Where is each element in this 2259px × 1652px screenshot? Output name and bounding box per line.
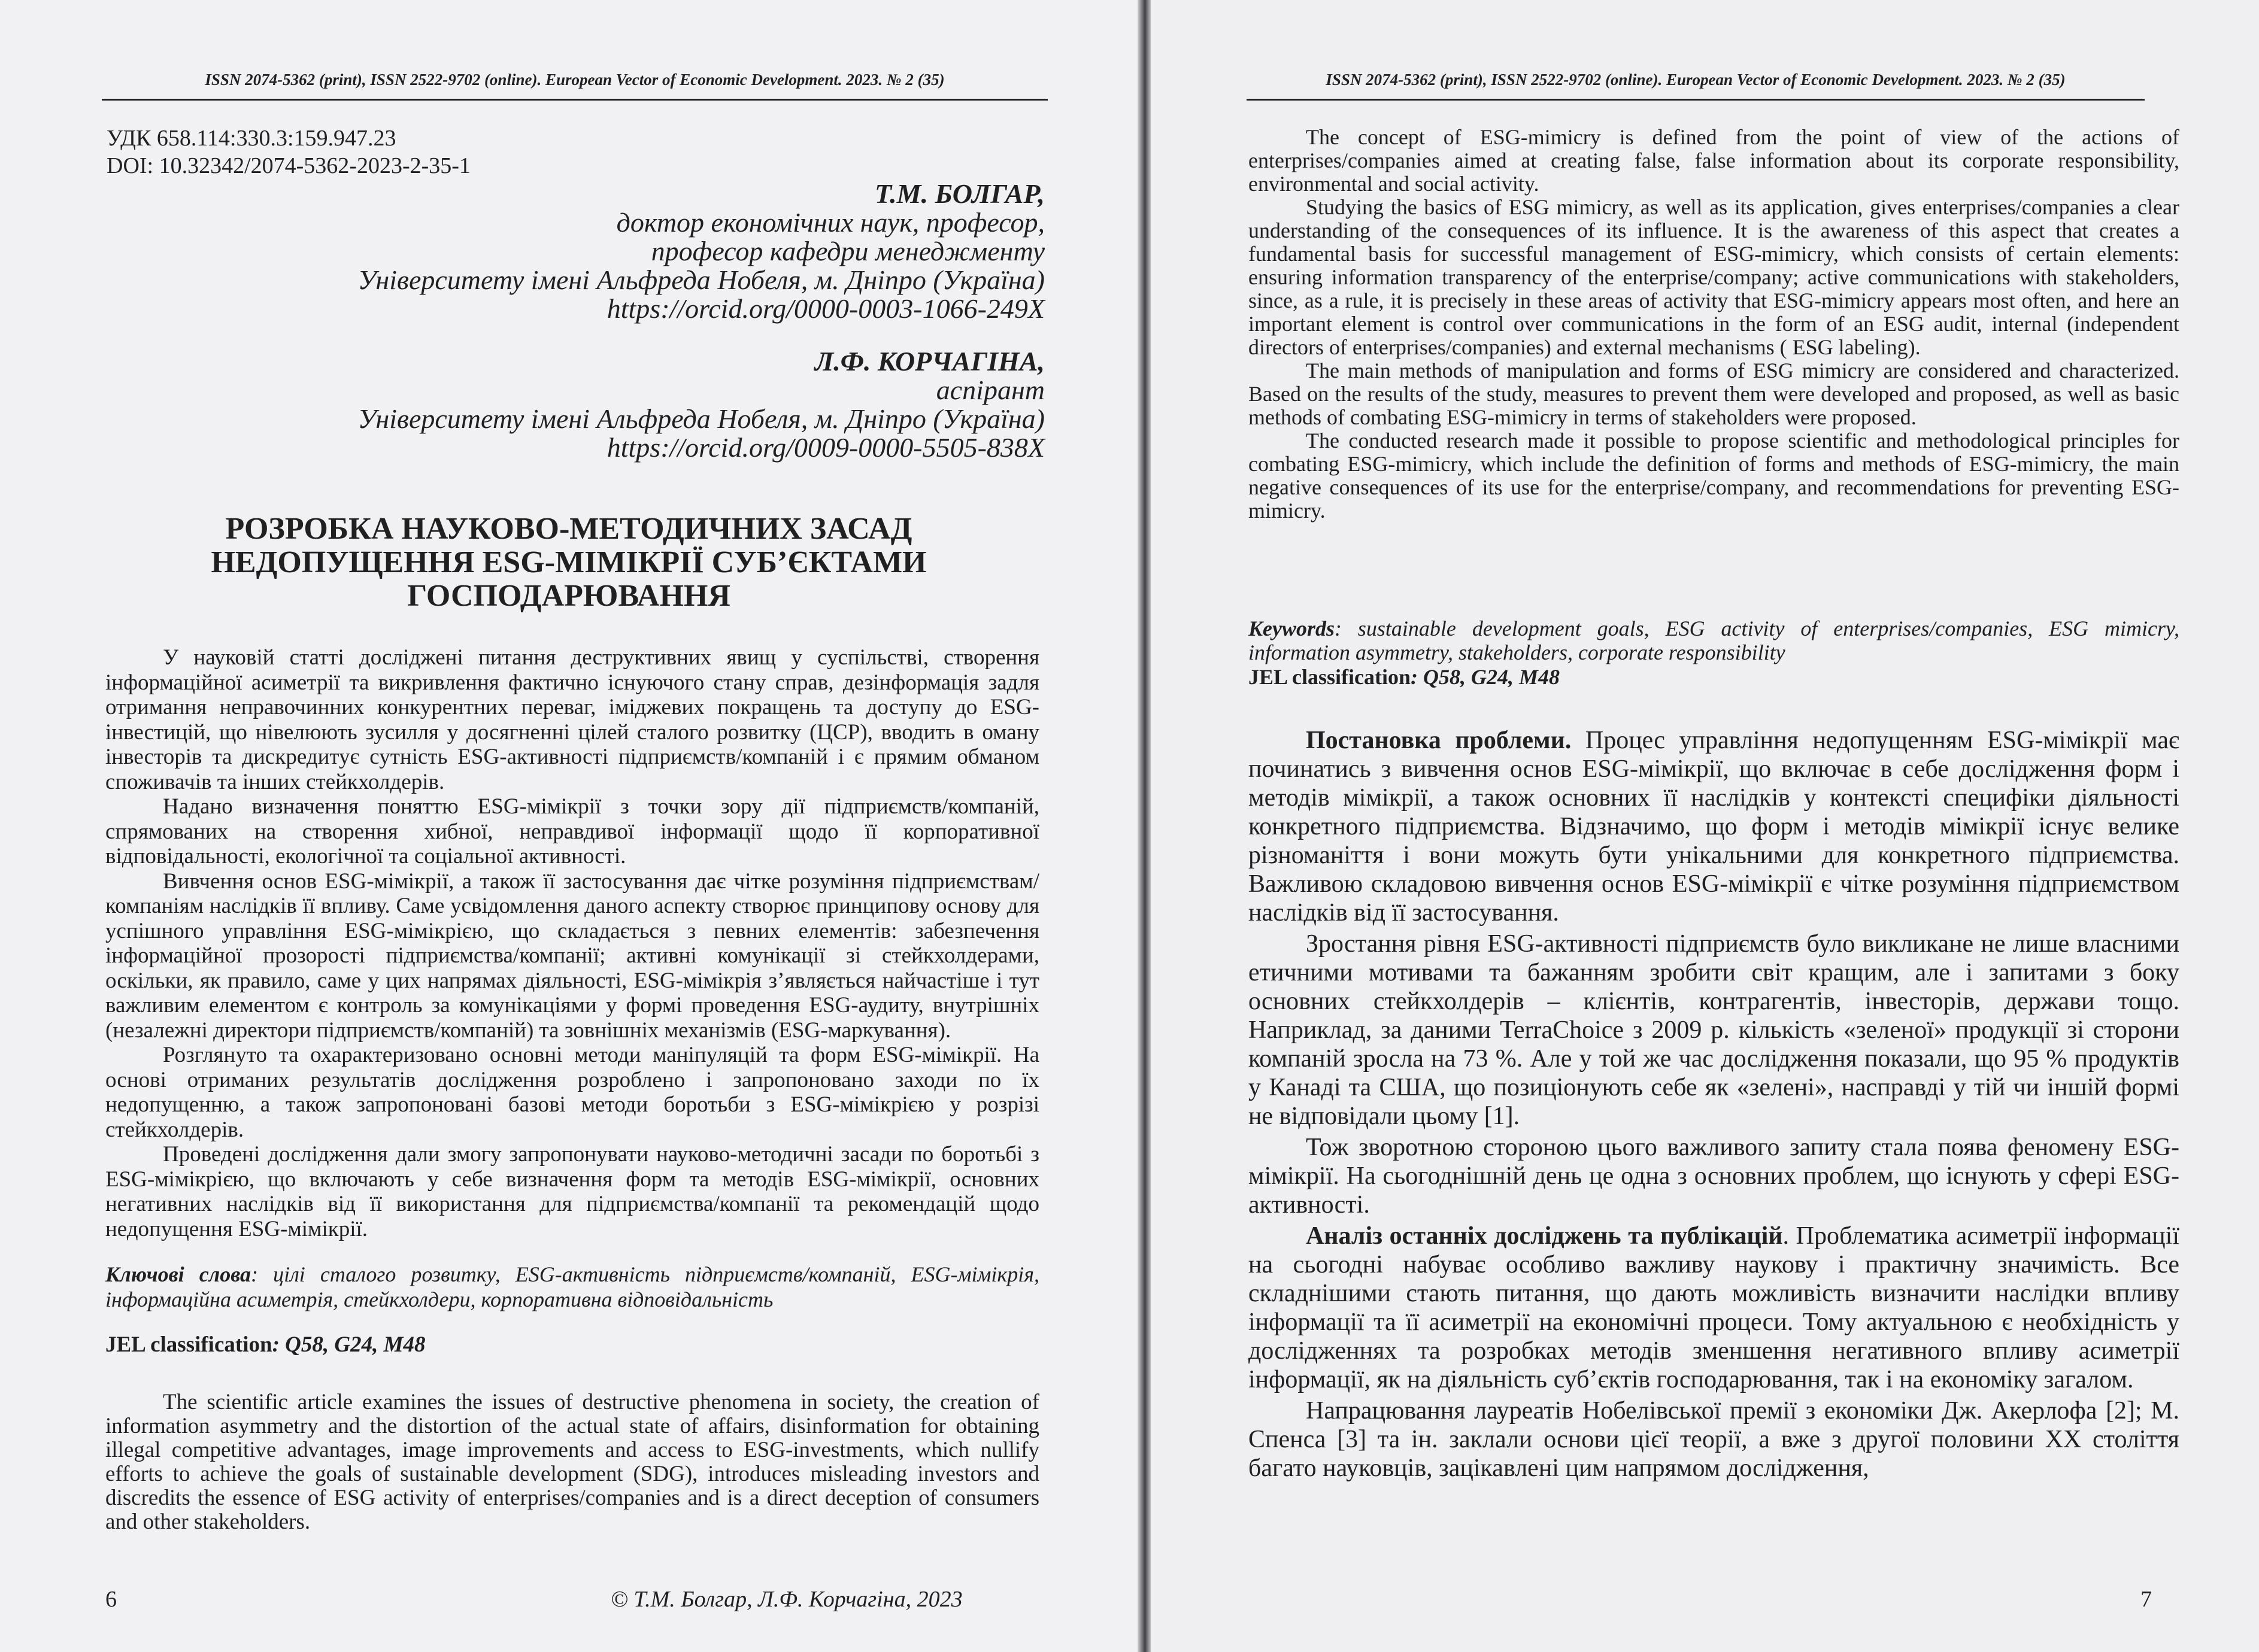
keywords-ukrainian <box>105 1262 1039 1312</box>
body-paragraph: Тож зворотною стороною цього важливого запиту стала поява феномену ESG-мімікрії. На сьогоднішній день це одна з основних проблем, що існують у сфері ESG-активності. <box>1248 1134 2179 1219</box>
abstract-paragraph: The scientific article examines the issues of destructive phenomena in society, the creation of information asymmetry and the distortion of the actual state of affairs, disinformation for obtaining illegal competitive advantages, image improvements and access to ESG-investments, which nullify efforts to achieve the goals of sustainable development (SDG), introduces misleading investors and discredits the essence of ESG activity of enterprises/companies and is a direct deception of consumers and other stakeholders. <box>105 1390 1039 1534</box>
abstract-ukrainian <box>105 645 1039 1241</box>
copyright: © Т.М. Болгар, Л.Ф. Корчагіна, 2023 <box>611 1587 963 1612</box>
jel-codes: : Q58, G24, M48 <box>1411 665 1560 689</box>
authors-block <box>138 180 1045 462</box>
author-affiliation: Університету імені Альфреда Нобеля, м. Дніпро (Україна) <box>357 403 1045 434</box>
article-title: РОЗРОБКА НАУКОВО-МЕТОДИЧНИХ ЗАСАД НЕДОПУЩЕННЯ ESG-МІМІКРІЇ СУБ’ЄКТАМИ ГОСПОДАРЮВАННЯ <box>211 512 927 613</box>
doi: DOI: 10.32342/2074-5362-2023-2-35-1 <box>107 153 471 178</box>
abstract-paragraph: Проведені дослідження дали змогу запропонувати науково-методичні засади по боротьбі з ESG-мімікрією, що включають у себе визначення форм та методів ESG-мімікрії, основних негативних наслідків від її використання для підприємства/компанії та рекомендацій щодо недопущення ESG-мімікрії. <box>105 1142 1039 1241</box>
keywords-english <box>1248 617 2179 664</box>
author-name: Т.М. БОЛГАР, <box>874 178 1045 209</box>
keywords-text: : sustainable development goals, ESG activity of enterprises/companies, ESG mimicry, information asymmetry, stakeholders, corporate responsibility <box>1248 617 2179 664</box>
book-spine <box>1138 0 1151 1652</box>
abstract-paragraph: Розглянуто та охарактеризовано основні методи маніпуляцій та форм ESG-мімікрії. На основі отриманих результатів дослідження розроблено і запропоновано заходи по їх недопущенню, а також запропоновані базові методи боротьби з ESG-мімікрією у розрізі стейкхолдерів. <box>105 1043 1039 1142</box>
keywords-text: : цілі сталого розвитку, ESG-активність підприємств/компаній, ESG-мімікрія, інформаційна асиметрія, стейкхолдери, корпоративна відповідальність <box>105 1262 1040 1311</box>
journal-header: ISSN 2074-5362 (print), ISSN 2522-9702 (online). European Vector of Economic Development. 2023. № 2 (35) <box>102 71 1048 101</box>
jel-classification <box>105 1332 425 1358</box>
abstract-english-continued <box>1248 126 2179 523</box>
section-heading: Аналіз останніх досліджень та публікацій <box>1306 1222 1783 1250</box>
jel-codes: : Q58, G24, M48 <box>272 1332 426 1357</box>
author-position: професор кафедри менеджменту <box>651 236 1045 266</box>
abstract-paragraph: Вивчення основ ESG-мімікрії, а також її застосування дає чітке розуміння підприємствам/компаніям наслідків її впливу. Саме усвідомлення даного аспекту створює принципову основу для успішного управління ESG-мімікрією, що складається з певних елементів: забезпечення інформаційної прозорості підприємства/компанії; активні комунікації зі стейкхолдерами, оскільки, як правило, саме у цих напрямах діяльності, ESG-мімікрія з’являється найчастіше і тут важливим елементом є контроль за комунікаціями у формі проведення ESG-аудиту, внутрішніх (незалежні директори підприємств/компаній) та зовнішніх механізмів (ESG-маркування). <box>105 868 1039 1043</box>
page-number: 7 <box>2140 1587 2152 1612</box>
author-position: аспірант <box>936 375 1045 405</box>
abstract-paragraph: У науковій статті досліджені питання деструктивних явищ у суспільстві, створення інформаційної асиметрії та викривлення фактично існуючого стану справ, дезінформація задля отримання неправочинних конкурентних переваг, іміджевих покращень та доступу до ESG-інвестицій, що нівелюють зусилля у досягненні цілей сталого розвитку (ЦСР), вводить в оману інвесторів та дискредитує сутність ESG-активності підприємств/компаній і є прямим обманом споживачів та інших стейкхолдерів. <box>105 645 1039 794</box>
body-paragraph: Постановка проблеми. Процес управління недопущенням ESG-мімікрії має починатись з вивчення основ ESG-мімікрії, що включає в себе дослідження форм і методів мімікрії, а також основних її наслідків у контексті специфіки діяльності конкретного підприємства. Відзначимо, що форм і методів мімікрії існує велике різноманіття і вони можуть бути унікальними для конкретного підприємства. Важливою складовою вивчення основ ESG-мімікрії є чітке розуміння підприємством наслідків від її застосування. <box>1248 727 2179 927</box>
author-name: Л.Ф. КОРЧАГІНА, <box>814 346 1045 376</box>
jel-label: JEL classification <box>1248 665 1411 689</box>
jel-label: JEL classification <box>105 1332 272 1357</box>
body-paragraph: Зростання рівня ESG-активності підприємств було викликане не лише власними етичними мотивами та бажанням зробити світ кращим, але і запитами з боку основних стейкхолдерів – клієнтів, контрагентів, інвесторів, держави тощо. Наприклад, за даними TerraChoice з 2009 р. кількість «зеленої» продукції зі сторони компаній зросла на 73 %. Але у той же час дослідження показали, що 95 % продуктів у Канаді та США, що позиціонують себе як «зелені», насправді у тій чи іншій формі не відповідали цьому [1]. <box>1248 930 2179 1130</box>
body-paragraph: Аналіз останніх досліджень та публікацій. Проблематика асиметрії інформації на сьогодні набуває особливо важливу наукову і практичну значимість. Все складнішими стають питання, що дають можливість визначити наслідки впливу інформації та її асиметрії на економічні процеси. Тому актуальною є необхідність у дослідженнях та розробках методів зменшення негативного впливу асиметрії інформації, як на діяльність суб’єктів господарювання, так і на економіку загалом. <box>1248 1222 2179 1393</box>
author-degree: доктор економічних наук, професор, <box>616 207 1045 238</box>
abstract-paragraph: Studying the basics of ESG mimicry, as well as its application, gives enterprises/companies a clear understanding of the consequences of its influence. It is the awareness of this aspect that creates a fundamental basis for successful management of ESG-mimicry, which consists of certain elements: ensuring information transparency of the enterprise/company; active communications with stakeholders, since, as a rule, it is precisely in these areas of activity that ESG-mimicry appears most often, and here an important element is control over communications in the form of an ESG audit, internal (independent directors of enterprises/companies) and external mechanisms ( ESG labeling). <box>1248 195 2179 359</box>
body-paragraph: Напрацювання лауреатів Нобелівської премії з економіки Дж. Акерлофа [2]; М. Спенса [3] та ін. заклали основи цієї теорії, а вже з другої половини XX століття багато науковців, зацікавлені цим напрямом дослідження, <box>1248 1397 2179 1482</box>
keywords-label: Ключові слова <box>105 1262 251 1286</box>
journal-header: ISSN 2074-5362 (print), ISSN 2522-9702 (online). European Vector of Economic Development. 2023. № 2 (35) <box>1247 71 2145 101</box>
author-orcid[interactable]: https://orcid.org/0009-0000-5505-838X <box>607 432 1045 463</box>
abstract-paragraph: The concept of ESG-mimicry is defined from the point of view of the actions of enterprises/companies aimed at creating false, false information about its corporate responsibility, environmental and social activity. <box>1248 125 2179 196</box>
keywords-label: Keywords <box>1248 617 1335 640</box>
section-heading: Постановка проблеми. <box>1306 727 1572 754</box>
udc-code: УДК 658.114:330.3:159.947.23 <box>107 126 396 151</box>
abstract-english <box>105 1390 1039 1534</box>
author-affiliation: Університету імені Альфреда Нобеля, м. Дніпро (Україна) <box>357 265 1045 295</box>
jel-classification <box>1248 664 1560 690</box>
article-body <box>1248 726 2179 1485</box>
udc-block <box>107 124 471 180</box>
abstract-paragraph: Надано визначення поняттю ESG-мімікрії з точки зору дії підприємств/компаній, спрямованих на створення хибної, неправдивої інформації щодо її корпоративної відповідальності, екологічної та соціальної активності. <box>105 794 1039 868</box>
abstract-paragraph: The conducted research made it possible to propose scientific and methodological principles for combating ESG-mimicry, which include the definition of forms and methods of ESG-mimicry, the main negative consequences of its use for the enterprise/company, and recommendations for preventing ESG-mimicry. <box>1248 429 2179 523</box>
page-number: 6 <box>105 1587 117 1612</box>
author-orcid[interactable]: https://orcid.org/0000-0003-1066-249X <box>607 293 1045 324</box>
abstract-paragraph: The main methods of manipulation and forms of ESG mimicry are considered and characterized. Based on the results of the study, measures to prevent them were developed and proposed, as well as basic methods of combating ESG-mimicry in terms of stakeholders were proposed. <box>1248 359 2179 429</box>
